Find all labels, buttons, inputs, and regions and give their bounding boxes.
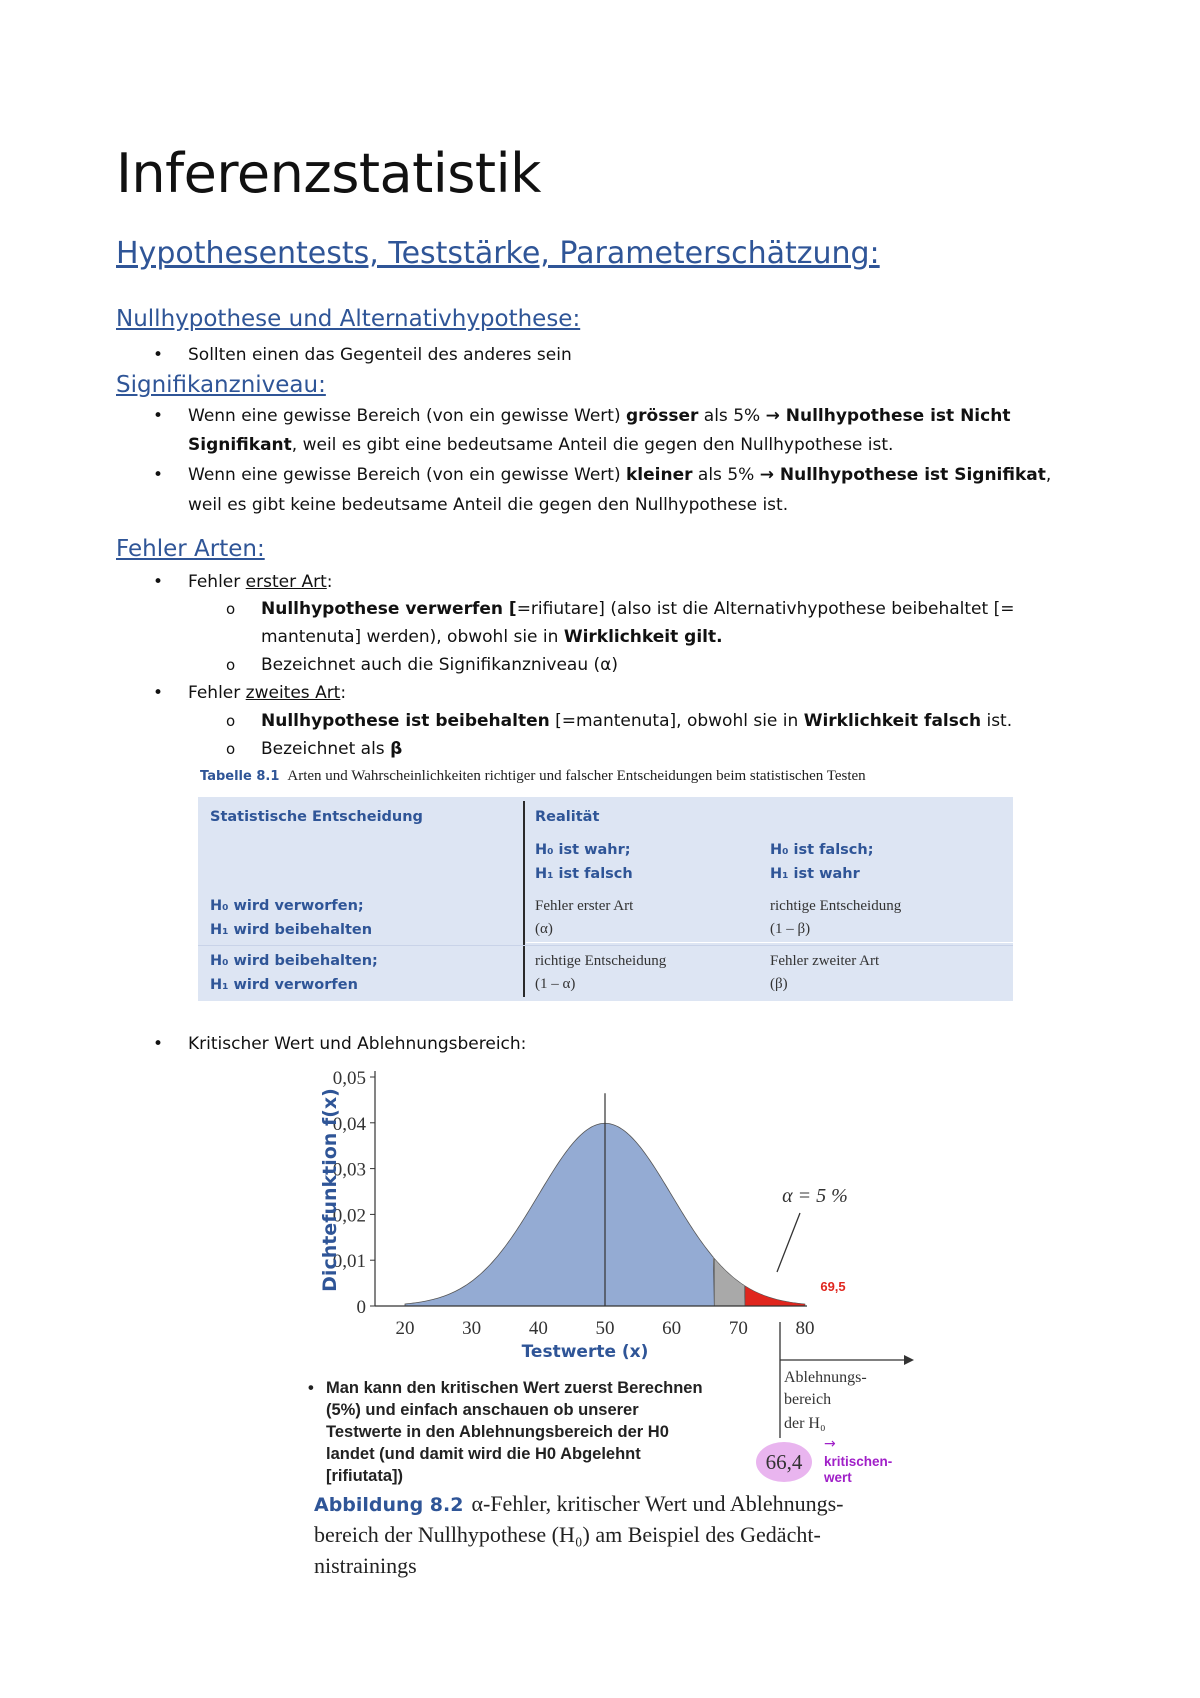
list-item: Fehler zweites Art: [188,683,347,703]
note-line: Man kann den kritischen Wert zuerst Berechnen [326,1379,703,1397]
table-cell: Fehler zweiter Art [770,953,880,969]
table-cell: H₁ ist wahr [770,866,860,882]
arrow-icon: → [765,406,780,426]
list-item: Nullhypothese ist beibehalten [=mantenuta], obwohl sie in Wirklichkeit falsch ist. [261,711,1013,731]
table-cell: H₁ wird verworfen [210,977,358,993]
note-line: Testwerte in den Ablehnungsbereich der H0 [326,1423,669,1441]
bullet-icon: • [153,683,164,703]
x-tick-label: 40 [528,1318,548,1339]
table-cell: richtige Entscheidung [535,953,667,969]
arrow-icon: → [759,465,774,485]
x-tick-label: 70 [728,1318,748,1339]
note-line: landet (und damit wird die H0 Abgelehnt [326,1445,641,1463]
list-item-continued: weil es gibt keine bedeutsame Anteil die gegen den Nullhypothese ist. [188,495,789,515]
table-cell: Fehler erster Art [535,898,634,914]
table-cell: richtige Entscheidung [770,898,902,914]
x-tick-label: 80 [795,1318,815,1339]
table-cell: H₀ ist wahr; [535,842,631,858]
list-item: Sollten einen das Gegenteil des anderes sein [188,345,572,365]
rejection-label: der H₀ [784,1415,826,1432]
decision-table [198,797,1013,1001]
table-header: Realität [535,809,600,825]
list-item-continued: mantenuta] werden), obwohl sie in Wirklichkeit gilt. [261,627,723,647]
sub-bullet-icon: o [226,600,236,618]
table-cell: (1 – β) [770,921,811,937]
bullet-icon: • [308,1379,314,1397]
critical-value-note: wert [824,1470,852,1485]
sub-bullet-icon: o [226,656,236,674]
table-row-divider [526,942,1013,943]
figure-caption: Abbildung 8.2 α-Fehler, kritischer Wert und Ablehnungs- [314,1491,844,1516]
table-cell: (β) [770,976,788,992]
bullet-icon: • [153,572,164,592]
rejection-label: bereich [784,1391,832,1408]
figure-caption: nistrainings [314,1553,417,1578]
table-cell: H₁ wird beibehalten [210,922,373,938]
section-heading-significance: Signifikanzniveau: [116,372,326,398]
note-line: (5%) und einfach anschauen ob unserer [326,1401,639,1419]
alpha-annotation: α = 5 % [782,1185,848,1207]
y-tick-label: 0,05 [332,1068,366,1089]
x-tick-label: 60 [662,1318,682,1339]
y-tick-label: 0,03 [332,1159,366,1181]
sub-bullet-icon: o [226,740,236,758]
y-tick-label: 0,01 [332,1251,366,1273]
table-cell: H₀ ist falsch; [770,842,874,858]
table-cell: (α) [535,921,553,937]
section-heading-hypotheses: Nullhypothese und Alternativhypothese: [116,306,581,332]
critical-value-arrow: → [824,1436,836,1452]
table-cell: H₀ wird verworfen; [210,898,364,914]
table-cell: H₀ wird beibehalten; [210,953,378,969]
table-row-divider [198,945,1013,946]
main-heading: Hypothesentests, Teststärke, Parameterschätzung: [116,236,880,271]
table-divider [523,801,525,997]
bullet-icon: • [153,1034,164,1054]
list-item-continued: Signifikant, weil es gibt eine bedeutsame Anteil die gegen den Nullhypothese ist. [188,435,894,455]
list-item: Fehler erster Art: [188,572,333,592]
list-item: Wenn eine gewisse Bereich (von ein gewisse Wert) kleiner als 5% → Nullhypothese ist Signifikat, [188,465,1052,485]
list-item: Kritischer Wert und Ablehnungsbereich: [188,1034,527,1054]
x-tick-label: 20 [395,1318,415,1339]
list-item: Bezeichnet auch die Signifikanzniveau (α) [261,655,618,675]
x-tick-label: 50 [595,1318,615,1339]
y-tick-label: 0,04 [332,1113,366,1135]
list-item: Bezeichnet als β [261,739,403,759]
y-tick-label: 0,02 [332,1205,366,1227]
note-line: [rifiutata]) [326,1467,403,1485]
bullet-icon: • [153,406,164,426]
list-item: Wenn eine gewisse Bereich (von ein gewisse Wert) grösser als 5% → Nullhypothese ist Nicht [188,406,1011,426]
table-cell: H₁ ist falsch [535,866,633,882]
table-header: Statistische Entscheidung [210,809,423,825]
table-cell: (1 – α) [535,976,576,992]
page-title: Inferenzstatistik [116,142,541,205]
critical-value-note: kritischen- [824,1454,893,1469]
critical-value-label: 66,4 [765,1450,803,1474]
gray-band-area [714,1258,745,1306]
bullet-icon: • [153,345,164,365]
bullet-icon: • [153,465,164,485]
rejection-area [745,1286,805,1306]
y-tick-label: 0 [356,1297,366,1318]
table-caption: Tabelle 8.1 Arten und Wahrscheinlichkeiten richtiger und falscher Entscheidungen beim statistischen Testen [200,768,866,784]
x-axis-label: Testwerte (x) [521,1342,649,1362]
density-area [405,1123,714,1306]
value-annotation: 69,5 [820,1279,846,1294]
sub-bullet-icon: o [226,712,236,730]
y-axis-label: Dichtefunktion f(x) [319,1088,341,1292]
section-heading-errors: Fehler Arten: [116,536,265,562]
arrow-head-icon [904,1355,914,1365]
alpha-pointer [777,1213,800,1272]
list-item: Nullhypothese verwerfen [=rifiutare] (also ist die Alternativhypothese beibehaltet [= [261,599,1015,619]
figure-caption: bereich der Nullhypothese (H₀) am Beispiel des Gedächt- [314,1522,821,1547]
rejection-label: Ablehnungs- [784,1369,867,1386]
x-tick-label: 30 [462,1318,482,1339]
